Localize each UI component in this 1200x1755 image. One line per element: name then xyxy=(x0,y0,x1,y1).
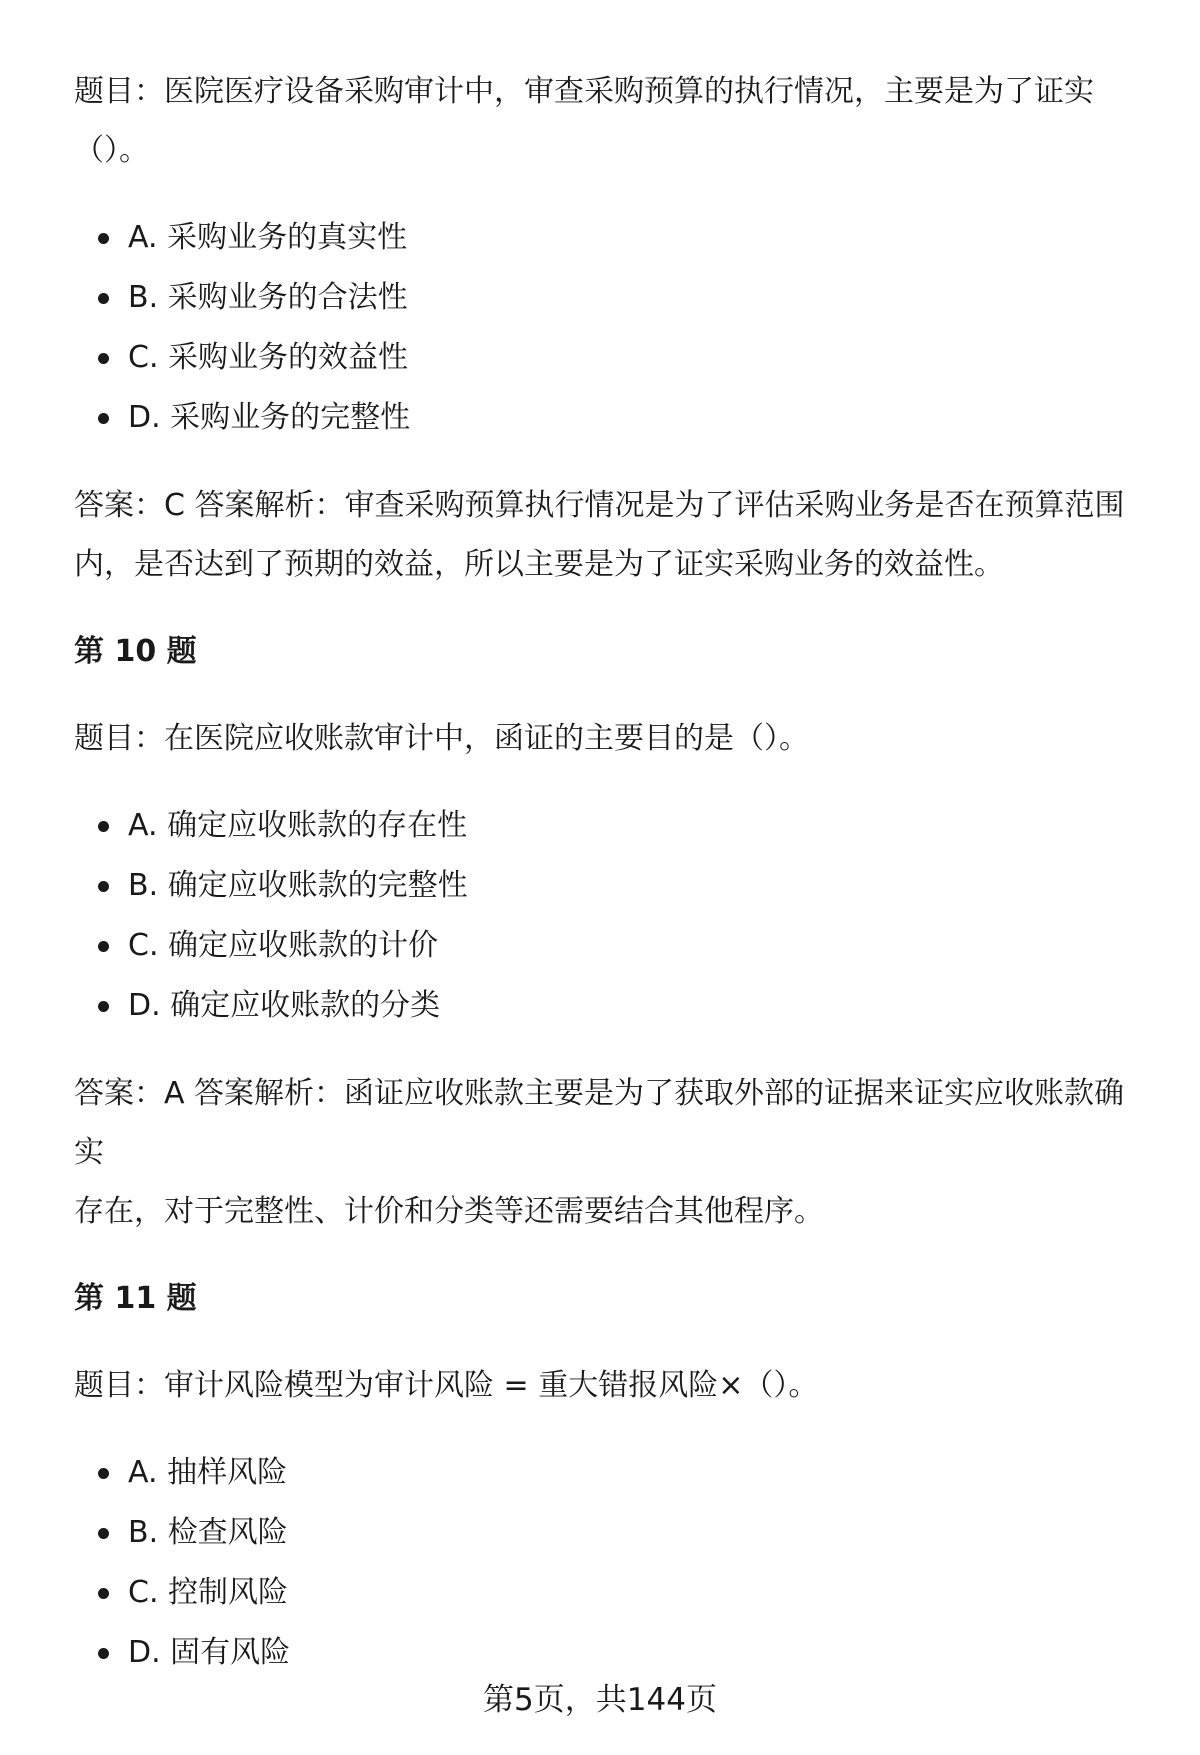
bullet-icon xyxy=(98,1001,109,1012)
option-item xyxy=(74,1563,1154,1623)
option-label: A. 采购业务的真实性 xyxy=(128,220,408,255)
question-text: 题目：在医院应收账款审计中，函证的主要目的是（）。 xyxy=(74,721,809,756)
option-label: D. 采购业务的完整性 xyxy=(128,400,411,435)
bullet-icon xyxy=(98,1648,109,1659)
options-list xyxy=(74,208,1154,448)
option-item xyxy=(74,796,1154,856)
bullet-icon xyxy=(98,881,109,892)
bullet-icon xyxy=(98,941,109,952)
answer-text: 答案：C 答案解析：审查采购预算执行情况是为了评估采购业务是否在预算范围 xyxy=(74,488,1125,523)
bullet-icon xyxy=(98,1528,109,1539)
option-item xyxy=(74,856,1154,916)
option-label: A. 确定应收账款的存在性 xyxy=(128,808,468,843)
bullet-icon xyxy=(98,293,109,304)
option-item xyxy=(74,1503,1154,1563)
question-text: 题目：医院医疗设备采购审计中，审查采购预算的执行情况，主要是为了证实 xyxy=(74,74,1094,109)
question-text: 题目：审计风险模型为审计风险 = 重大错报风险×（）。 xyxy=(74,1368,819,1403)
answer-text-continued: 内，是否达到了预期的效益，所以主要是为了证实采购业务的效益性。 xyxy=(74,547,1004,582)
bullet-icon xyxy=(98,821,109,832)
option-item xyxy=(74,268,1154,328)
bullet-icon xyxy=(98,353,109,364)
bullet-icon xyxy=(98,1588,109,1599)
answer-text: 答案：A 答案解析：函证应收账款主要是为了获取外部的证据来证实应收账款确实 xyxy=(74,1076,1125,1170)
option-label: C. 采购业务的效益性 xyxy=(128,340,409,375)
option-item xyxy=(74,208,1154,268)
question-text-continued: （）。 xyxy=(74,133,149,168)
option-item xyxy=(74,388,1154,448)
options-list xyxy=(74,1443,1154,1683)
option-item xyxy=(74,976,1154,1036)
option-label: B. 采购业务的合法性 xyxy=(128,280,408,315)
option-label: D. 确定应收账款的分类 xyxy=(128,988,441,1023)
option-item xyxy=(74,916,1154,976)
option-item xyxy=(74,328,1154,388)
question-heading: 第 11 题 xyxy=(74,1281,197,1316)
option-item xyxy=(74,1443,1154,1503)
option-label: B. 确定应收账款的完整性 xyxy=(128,868,468,903)
bullet-icon xyxy=(98,1468,109,1479)
question-heading: 第 10 题 xyxy=(74,634,197,669)
bullet-icon xyxy=(98,413,109,424)
options-list xyxy=(74,796,1154,1036)
answer-text-continued: 存在，对于完整性、计价和分类等还需要结合其他程序。 xyxy=(74,1194,824,1229)
page-footer: 第5页，共144页 xyxy=(483,1682,717,1718)
option-label: C. 控制风险 xyxy=(128,1575,289,1610)
option-label: C. 确定应收账款的计价 xyxy=(128,928,439,963)
page-content xyxy=(74,62,1154,1683)
option-label: B. 检查风险 xyxy=(128,1515,288,1550)
option-label: A. 抽样风险 xyxy=(128,1455,288,1490)
option-label: D. 固有风险 xyxy=(128,1635,291,1670)
bullet-icon xyxy=(98,233,109,244)
